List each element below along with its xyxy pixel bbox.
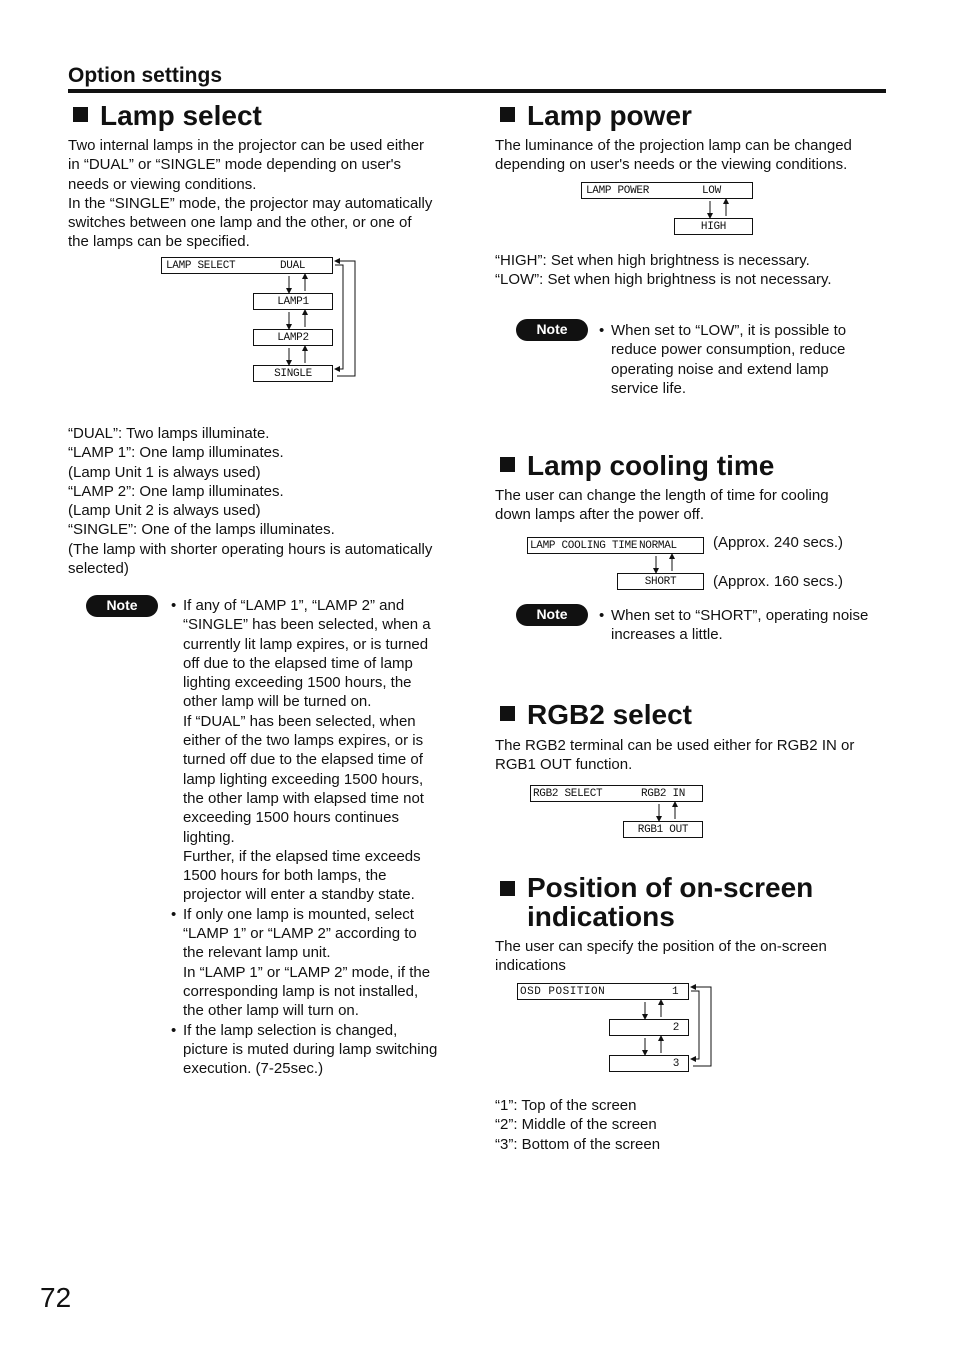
osd-option-short: SHORT [617, 573, 704, 590]
text-line: down lamps after the power off. [495, 506, 705, 524]
osd-option-3: 3 [609, 1055, 689, 1072]
text-line: service life. [611, 379, 687, 397]
text-line: “LAMP 2”: One lamp illuminates. [68, 482, 284, 500]
osd-label: LAMP COOLING TIME [530, 540, 638, 552]
text-line: Two internal lamps in the projector can be used either [68, 137, 425, 154]
text-line: lighting exceeding 1500 hours, the [183, 674, 412, 692]
osd-label: OSD POSITION [520, 986, 606, 998]
text-line: the lamps can be specified. [68, 233, 250, 251]
osd-position-title-line: indications [527, 901, 675, 932]
osd-label: RGB2 SELECT [533, 788, 603, 800]
text-line: increases a little. [611, 626, 723, 644]
note-bullet: • If any of “LAMP 1”, “LAMP 2” and “SINGLE” has been selected, when a currently lit lamp expires, or is turned off due to the elapsed time of lamp lighting exceeding 1500 hours, the other lamp will be turned on. If “DUAL” has been selected, when either of the two lamps expires, or is turned off due to the elapsed time of lamp lighting exceeding 1500 hours, the other lamp with elapsed time not exceeding 1500 hours continues lighting. Further, if the elapsed time exceeds 1500 hours for both lamps, the projector will enter a standby state. [171, 596, 463, 905]
osd-option-single: SINGLE [253, 365, 333, 382]
text-line: (The lamp with shorter operating hours is automatically [68, 540, 433, 558]
osd-option-normal: NORMAL [639, 540, 677, 552]
osd-option-dual: DUAL [280, 260, 306, 272]
text-line: If the lamp selection is changed, [183, 1021, 398, 1039]
text-line: The user can specify the position of the on-screen [495, 938, 827, 955]
text-line: RGB1 OUT function. [495, 756, 633, 774]
osd-option-2: 2 [609, 1019, 689, 1036]
osd-option-rgb2-in: RGB2 IN [641, 788, 686, 800]
text-line: reduce power consumption, reduce [611, 341, 846, 359]
text-line: (Lamp Unit 1 is always used) [68, 463, 261, 481]
note-bullet: • When set to “SHORT”, operating noise increases a little. [599, 606, 899, 645]
text-line: lighting. [183, 828, 235, 846]
text-line: picture is muted during lamp switching [183, 1040, 438, 1058]
text-line: 1500 hours for both lamps, the [183, 867, 387, 885]
text-line: either of the two lamps expires, or is [183, 732, 424, 750]
note-badge: Note [86, 595, 158, 617]
osd-option-low: LOW [702, 185, 721, 197]
text-line: the other lamp with elapsed time not [183, 789, 424, 807]
osd-option-high: HIGH [674, 218, 753, 235]
text-line: Further, if the elapsed time exceeds [183, 847, 421, 865]
text-line: If any of “LAMP 1”, “LAMP 2” and [183, 597, 405, 614]
short-duration: (Approx. 160 secs.) [713, 573, 844, 590]
text-line: operating noise and extend lamp [611, 360, 829, 378]
normal-duration: (Approx. 240 secs.) [713, 534, 844, 551]
osd-position-explanations [495, 1096, 895, 1154]
note-badge: Note [516, 604, 588, 626]
text-line: corresponding lamp is not installed, [183, 982, 419, 1000]
text-line: projector will enter a standby state. [183, 886, 415, 904]
text-line: (Lamp Unit 2 is always used) [68, 502, 261, 520]
text-line: lamp lighting exceeding 1500 hours, [183, 770, 424, 788]
text-line: The RGB2 terminal can be used either for RGB2 IN or [495, 737, 855, 754]
lamp-cooling-title: Lamp cooling time [527, 450, 775, 481]
note-bullet: • When set to “LOW”, it is possible to reduce power consumption, reduce operating noise and extend lamp service life. [599, 321, 889, 398]
osd-position-title-line: Position of on-screen [527, 872, 814, 903]
text-line: “SINGLE”: One of the lamps illuminates. [68, 521, 335, 539]
text-line: indications [495, 957, 566, 975]
rgb2-select-title: RGB2 select [527, 699, 692, 730]
text-line: “1”: Top of the screen [495, 1097, 637, 1114]
text-line: If only one lamp is mounted, select [183, 905, 414, 923]
text-line: selected) [68, 560, 129, 578]
osd-option-lamp1: LAMP1 [253, 293, 333, 310]
text-line: “HIGH”: Set when high brightness is necessary. [495, 252, 810, 269]
text-line: “LOW”: Set when high brightness is not necessary. [495, 271, 832, 289]
text-line: “LAMP 1” or “LAMP 2” according to [183, 925, 417, 943]
osd-label: LAMP SELECT [166, 260, 236, 272]
text-line: in “DUAL” or “SINGLE” mode depending on user's [68, 156, 402, 174]
text-line: depending on user's needs or the viewing conditions. [495, 156, 848, 174]
text-line: In “LAMP 1” or “LAMP 2” mode, if the [183, 963, 431, 981]
text-line: switches between one lamp and the other, or one of [68, 214, 412, 232]
text-line: “LAMP 1”: One lamp illuminates. [68, 444, 284, 462]
text-line: “SINGLE” has been selected, when a [183, 616, 431, 634]
text-line: needs or viewing conditions. [68, 175, 257, 193]
lamp-power-title: Lamp power [527, 100, 692, 131]
text-line: the other lamp will turn on. [183, 1002, 359, 1020]
text-line: If “DUAL” has been selected, when [183, 712, 416, 730]
text-line: currently lit lamp expires, or is turned [183, 635, 429, 653]
text-line: turned off due to the elapsed time of [183, 751, 423, 769]
osd-option-1: 1 [672, 986, 680, 998]
text-line: “3”: Bottom of the screen [495, 1135, 661, 1153]
text-line: off due to the elapsed time of lamp [183, 654, 413, 672]
text-line: The user can change the length of time for cooling [495, 487, 829, 504]
osd-option-rgb1-out: RGB1 OUT [623, 821, 703, 838]
page-number: 72 [40, 1282, 72, 1313]
osd-option-lamp2: LAMP2 [253, 329, 333, 346]
osd-label: LAMP POWER [586, 185, 650, 197]
text-line: When set to “LOW”, it is possible to [611, 322, 847, 339]
text-line: exceeding 1500 hours continues [183, 809, 399, 827]
text-line: The luminance of the projection lamp can be changed [495, 137, 852, 154]
text-line: “DUAL”: Two lamps illuminate. [68, 425, 270, 442]
section-label: Option settings [68, 64, 222, 87]
note-badge: Note [516, 319, 588, 341]
note-bullet: • If the lamp selection is changed, picture is muted during lamp switching execution. (7-25sec.) [171, 1021, 463, 1079]
text-line: When set to “SHORT”, operating noise [611, 607, 869, 624]
text-line: execution. (7-25sec.) [183, 1060, 324, 1078]
lamp-select-title: Lamp select [100, 100, 262, 131]
text-line: In the “SINGLE” mode, the projector may automatically [68, 194, 433, 212]
note-bullet: • If only one lamp is mounted, select “LAMP 1” or “LAMP 2” according to the relevant lamp unit. In “LAMP 1” or “LAMP 2” mode, if the corresponding lamp is not installed, the other lamp will turn on. [171, 905, 463, 1021]
text-line: “2”: Middle of the screen [495, 1116, 657, 1134]
text-line: the relevant lamp unit. [183, 944, 331, 962]
text-line: other lamp will be turned on. [183, 693, 372, 711]
